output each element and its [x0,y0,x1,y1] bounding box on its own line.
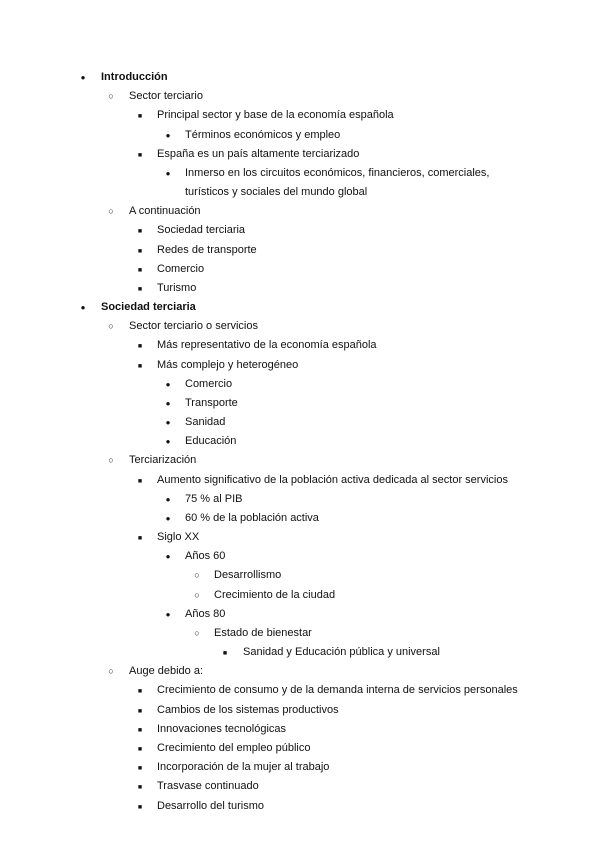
outline-item-text: Siglo XX [157,531,200,544]
outline-item-text: Incorporación de la mujer al trabajo [157,761,330,774]
outline-item-text: Estado de bienestar [214,626,312,639]
outline-item-text: Redes de transporte [157,243,257,256]
outline-item-text: 60 % de la población activa [185,511,319,524]
outline-item-text: Sanidad y Educación pública y universal [243,646,440,659]
outline-item-text: Introducción [101,71,168,83]
outline-item-text: Turismo [157,281,197,294]
square-bullet-icon [135,701,145,721]
disc-bullet-icon [163,605,173,624]
outline-item-text: Principal sector y base de la economía española [157,109,394,122]
square-bullet-icon [135,720,145,740]
outline-item-text: Comercio [157,262,205,275]
outline-item-text: Más complejo y heterogéneo [157,358,299,371]
outline-item-text: A continuación [129,205,201,218]
outline-item-text: Terciarización [129,454,197,467]
outline-item-text: Desarrollismo [214,569,282,582]
square-bullet-icon [135,758,145,778]
outline-item-text: Educación [185,435,237,448]
outline-item-text: Años 60 [185,550,226,563]
circle-bullet-icon [106,451,116,470]
square-bullet-icon [135,241,145,261]
outline-item-text: Sociedad terciaria [157,224,246,237]
outline-item-text: Auge debido a: [129,665,204,678]
circle-bullet-icon [106,87,116,106]
disc-bullet-icon [78,68,88,87]
disc-bullet-icon [163,490,173,509]
disc-bullet-icon [163,547,173,566]
outline-item-text: Sector terciario [129,90,203,103]
square-bullet-icon [135,279,145,299]
square-bullet-icon [135,528,145,548]
outline-item-text: Trasvase continuado [157,780,259,793]
outline-item-text: 75 % al PIB [185,492,243,505]
disc-bullet-icon [163,432,173,451]
square-bullet-icon [135,106,145,126]
disc-bullet-icon [163,164,173,183]
outline-item-text: Crecimiento de la ciudad [214,588,336,601]
outline-item-text: turísticos y sociales del mundo global [185,186,368,198]
outline-item-text: Más representativo de la economía española [157,339,377,352]
square-bullet-icon [135,260,145,280]
outline-item-text: Cambios de los sistemas productivos [157,703,339,716]
square-bullet-icon [135,739,145,759]
outline-item-text: Sanidad [185,416,226,429]
circle-bullet-icon [106,317,116,336]
disc-bullet-icon [163,375,173,394]
outline-item-text: Años 80 [185,607,226,620]
disc-bullet-icon [163,394,173,413]
outline-item-text: Transporte [185,396,238,409]
circle-bullet-icon [106,202,116,221]
disc-bullet-icon [78,298,88,317]
square-bullet-icon [220,643,230,663]
square-bullet-icon [135,336,145,356]
square-bullet-icon [135,356,145,376]
disc-bullet-icon [163,413,173,432]
outline-item-text: Sector terciario o servicios [129,320,258,333]
square-bullet-icon [135,145,145,165]
square-bullet-icon [135,681,145,701]
disc-bullet-icon [163,126,173,145]
outline-item-text: Aumento significativo de la población activa dedicada al sector servicios [157,473,508,486]
square-bullet-icon [135,471,145,491]
square-bullet-icon [135,221,145,241]
outline-item-text: Términos económicos y empleo [185,128,341,141]
outline-item-text: Crecimiento del empleo público [157,742,311,754]
square-bullet-icon [135,797,145,817]
square-bullet-icon [135,777,145,797]
outline-item-text: Comercio [185,377,233,390]
outline-item-text: Inmerso en los circuitos económicos, financieros, comerciales, [185,166,490,179]
outline-item-text: España es un país altamente terciarizado [157,147,360,160]
outline-item-text: Sociedad terciaria [101,301,196,313]
disc-bullet-icon [163,509,173,528]
outline-item-text: Crecimiento de consumo y de la demanda interna de servicios personales [157,684,518,697]
circle-bullet-icon [192,624,202,643]
outline-item-text: Desarrollo del turismo [157,799,264,812]
circle-bullet-icon [192,566,202,585]
circle-bullet-icon [106,662,116,681]
circle-bullet-icon [192,586,202,605]
outline-item-text: Innovaciones tecnológicas [157,722,287,735]
